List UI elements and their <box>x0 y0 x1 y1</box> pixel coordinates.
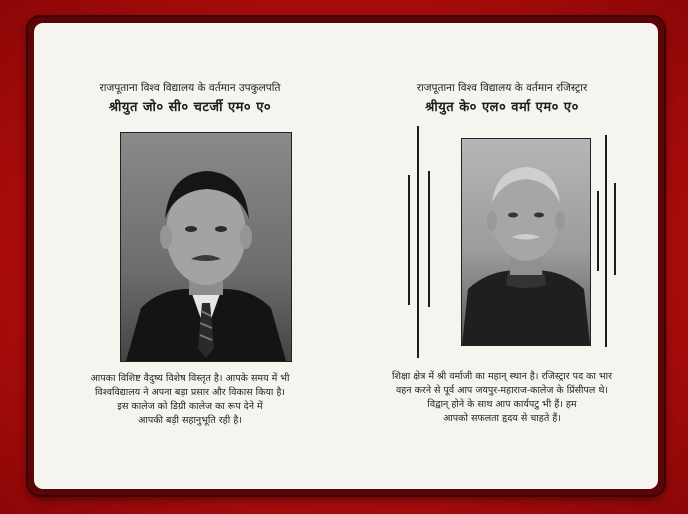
right-description <box>346 370 658 426</box>
left-portrait-photo <box>120 132 292 362</box>
left-description-line: विश्वविद्यालय ने अपना बड़ा प्रसार और विकास किया है। <box>94 387 286 398</box>
right-portrait-illustration <box>462 139 590 345</box>
decorative-rule <box>597 191 599 271</box>
right-description-line: विद्वान् होने के साथ आप कार्यपटु भी हैं। हम <box>427 399 577 410</box>
left-portrait-illustration <box>121 133 291 361</box>
right-description-line: वहन करने से पूर्व आप जयपुर-महाराज-कालेज के प्रिंसीपल थे। <box>395 385 609 396</box>
scanned-page <box>34 23 658 489</box>
decorative-rule <box>428 171 430 307</box>
left-description <box>34 372 346 428</box>
left-profile <box>34 23 346 489</box>
left-description-line: आपका विशिष्ट वैदुष्य विशेष विस्तृत है। आपके समय में भी <box>90 373 290 384</box>
right-description-line: आपको सफलता हृदय से चाहते हैं। <box>443 413 561 424</box>
right-caption-title: राजपूताना विश्व विद्यालय के वर्तमान रजिस्ट्रार <box>416 82 588 94</box>
right-profile <box>346 23 658 489</box>
right-description-line: शिक्षा क्षेत्र में श्री वर्माजी का महान् स्थान है। रजिस्ट्रार पद का भार <box>392 371 612 382</box>
left-description-line: इस कालेज को डिग्री कालेज का रूप देने में <box>117 401 263 412</box>
decorative-rule <box>417 126 419 358</box>
decorative-rule <box>614 183 616 275</box>
left-caption-title: राजपूताना विश्व विद्यालय के वर्तमान उपकुलपति <box>99 82 281 94</box>
left-description-line: आपकी बड़ी सहानुभूति रही है। <box>138 415 242 426</box>
decorative-rule <box>408 175 410 305</box>
right-portrait-photo <box>461 138 591 346</box>
decorative-rule <box>605 135 607 347</box>
left-caption-name: श्रीयुत जो० सी० चटर्जी एम० ए० <box>108 100 272 115</box>
right-caption-name: श्रीयुत के० एल० वर्मा एम० ए० <box>425 100 579 115</box>
